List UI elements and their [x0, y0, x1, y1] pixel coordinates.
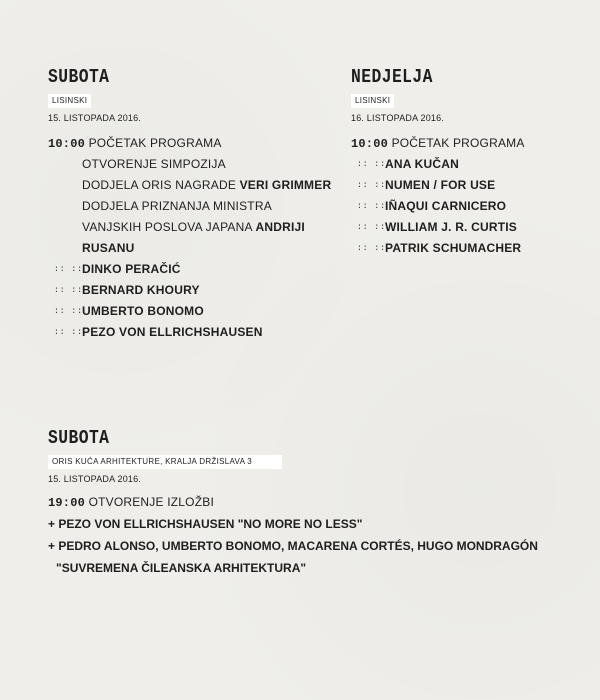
bullet-icon: :: ::: [54, 307, 84, 316]
program-item: OTVORENJE SIMPOZIJA: [82, 157, 226, 171]
bullet-icon: :: ::: [54, 286, 84, 295]
speaker-name: NUMEN / FOR USE: [385, 178, 496, 192]
exhibition-program: [48, 427, 568, 579]
program-start-row: [351, 133, 591, 154]
date-label: 16. LISTOPADA 2016.: [351, 113, 445, 123]
program-start-label: POČETAK PROGRAMA: [391, 136, 525, 150]
program-item: DODJELA ORIS NAGRADE VERI GRIMMER: [82, 178, 332, 192]
day-heading: SUBOTA: [48, 427, 110, 449]
date-label: 15. LISTOPADA 2016.: [48, 474, 142, 484]
program-start-row: [48, 133, 328, 154]
speaker-name: UMBERTO BONOMO: [82, 304, 204, 318]
bullet-icon: :: ::: [54, 328, 84, 337]
speaker-row: [351, 154, 591, 175]
program-item: RUSANU: [82, 241, 135, 255]
day-heading: NEDJELJA: [351, 66, 433, 88]
venue-label: LISINSKI: [48, 94, 91, 108]
bullet-icon: :: ::: [357, 244, 387, 253]
speaker-name: BERNARD KHOURY: [82, 283, 200, 297]
event-label: OTVORENJE IZLOŽBI: [88, 495, 214, 509]
time-label: 10:00: [48, 137, 86, 151]
exhibition-item: + PEDRO ALONSO, UMBERTO BONOMO, MACARENA CORTÉS, HUGO MONDRAGÓN: [48, 539, 538, 553]
speaker-name: IÑAQUI CARNICERO: [385, 199, 507, 213]
exhibition-item: + PEZO VON ELLRICHSHAUSEN "NO MORE NO LESS": [48, 517, 363, 531]
date-label: 15. LISTOPADA 2016.: [48, 113, 142, 123]
speaker-name: PEZO VON ELLRICHSHAUSEN: [82, 325, 263, 339]
program-item: VANJSKIH POSLOVA JAPANA ANDRIJI: [82, 220, 305, 234]
speaker-row: [48, 259, 328, 280]
day-heading: SUBOTA: [48, 66, 110, 88]
time-label: 19:00: [48, 496, 86, 510]
speaker-row: [48, 301, 328, 322]
bullet-icon: :: ::: [357, 223, 387, 232]
exhibition-item: "SUVREMENA ČILEANSKA ARHITEKTURA": [56, 561, 307, 575]
speaker-row: [351, 175, 591, 196]
speaker-name: WILLIAM J. R. CURTIS: [385, 220, 517, 234]
speaker-name: ANA KUČAN: [385, 157, 460, 171]
speaker-name: PATRIK SCHUMACHER: [385, 241, 522, 255]
saturday-program: [48, 66, 332, 343]
speaker-row: [48, 322, 328, 343]
time-label: 10:00: [351, 137, 389, 151]
speaker-name: DINKO PERAČIĆ: [82, 262, 181, 276]
speaker-row: [351, 217, 591, 238]
bullet-icon: :: ::: [357, 160, 387, 169]
venue-label: ORIS KUĆA ARHITEKTURE, KRALJA DRŽISLAVA 3: [48, 455, 282, 469]
sunday-program: [351, 66, 591, 259]
speaker-row: [351, 196, 591, 217]
speaker-row: [48, 280, 328, 301]
bullet-icon: :: ::: [357, 202, 387, 211]
bullet-icon: :: ::: [54, 265, 84, 274]
program-item: DODJELA PRIZNANJA MINISTRA: [82, 199, 272, 213]
event-row: [48, 492, 568, 513]
venue-label: LISINSKI: [351, 94, 394, 108]
bullet-icon: :: ::: [357, 181, 387, 190]
program-start-label: POČETAK PROGRAMA: [88, 136, 222, 150]
speaker-row: [351, 238, 591, 259]
